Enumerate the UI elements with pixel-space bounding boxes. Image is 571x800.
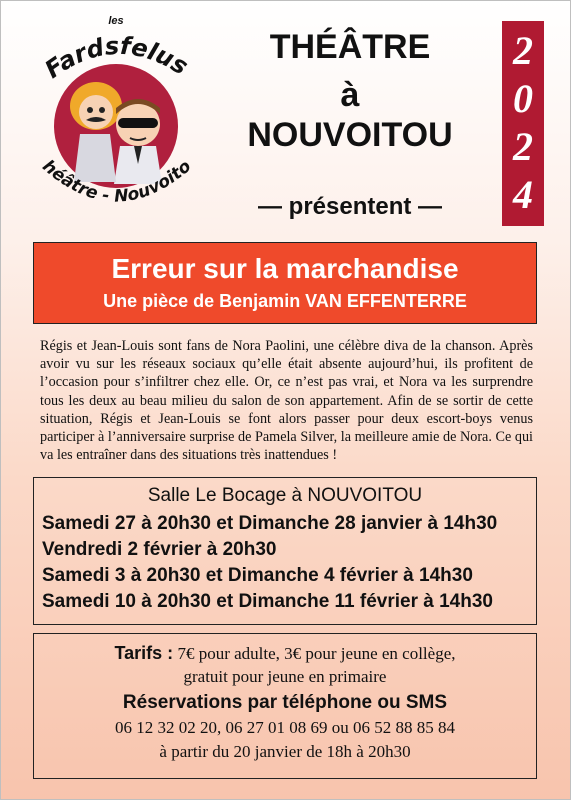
year-digit: 2	[513, 124, 533, 169]
tarifs-box	[33, 633, 537, 779]
synopsis: Régis et Jean-Louis sont fans de Nora Paolini, une célèbre diva de la chanson. Après avoir vu sur les réseaux sociaux qu’elle était absente aujourd’hui, ils profitent de l’occasion pour s’infiltrer chez elle. Or, ce n’est pas vrai, et Nora va les surprendre tous les deux au beau milieu du salon de son appartement. Afin de se sortir de cette situation, Régis et Jean-Louis se font alors passer pour deux escort-boys venus participer à l’anniversaire surprise de Pamela Silver, la meilleure amie de Nora. Ce qui va les entraîner dans des situations très inattendues !	[40, 338, 533, 464]
venue: Salle Le Bocage à NOUVOITOU	[147, 485, 423, 506]
play-title: Erreur sur la marchandise	[111, 253, 459, 284]
phone-numbers: 06 12 32 02 20, 06 27 01 08 69 ou 06 52 88 85 84	[115, 718, 455, 737]
logo-small-text: les	[108, 15, 124, 27]
year-digit: 0	[513, 76, 533, 121]
year-digit: 2	[513, 28, 533, 73]
year-box	[502, 21, 544, 226]
tarifs-line	[34, 643, 536, 664]
date-line: Samedi 27 à 20h30 et Dimanche 28 janvier à 14h30	[42, 513, 498, 534]
logo-illustration	[30, 14, 202, 236]
tarifs-label: Tarifs :	[114, 643, 174, 663]
logo-name: Fardsfelus	[39, 31, 193, 84]
tarifs-free: gratuit pour jeune en primaire	[183, 667, 387, 686]
presentent-text: — présentent —	[257, 193, 443, 220]
play-banner	[33, 242, 537, 324]
date-line: Samedi 10 à 20h30 et Dimanche 11 février à 14h30	[42, 591, 493, 612]
header-a: à	[340, 76, 360, 114]
dates-box	[33, 477, 537, 625]
date-line: Samedi 3 à 20h30 et Dimanche 4 février à 14h30	[42, 565, 473, 586]
play-author: Une pièce de Benjamin VAN EFFENTERRE	[103, 291, 467, 311]
troupe-logo	[30, 14, 202, 236]
reservation-label: Réservations par téléphone ou SMS	[122, 692, 448, 713]
header-theatre: THÉÂTRE	[269, 28, 431, 66]
logo-subtitle: héâtre - Nouvoito	[38, 156, 196, 207]
tarifs-prices: 7€ pour adulte, 3€ pour jeune en collège,	[173, 644, 456, 663]
year-digit: 4	[513, 172, 533, 217]
date-line: Vendredi 2 février à 20h30	[42, 539, 277, 560]
header-town: NOUVOITOU	[247, 116, 453, 154]
reservation-hours: à partir du 20 janvier de 18h à 20h30	[159, 742, 411, 761]
